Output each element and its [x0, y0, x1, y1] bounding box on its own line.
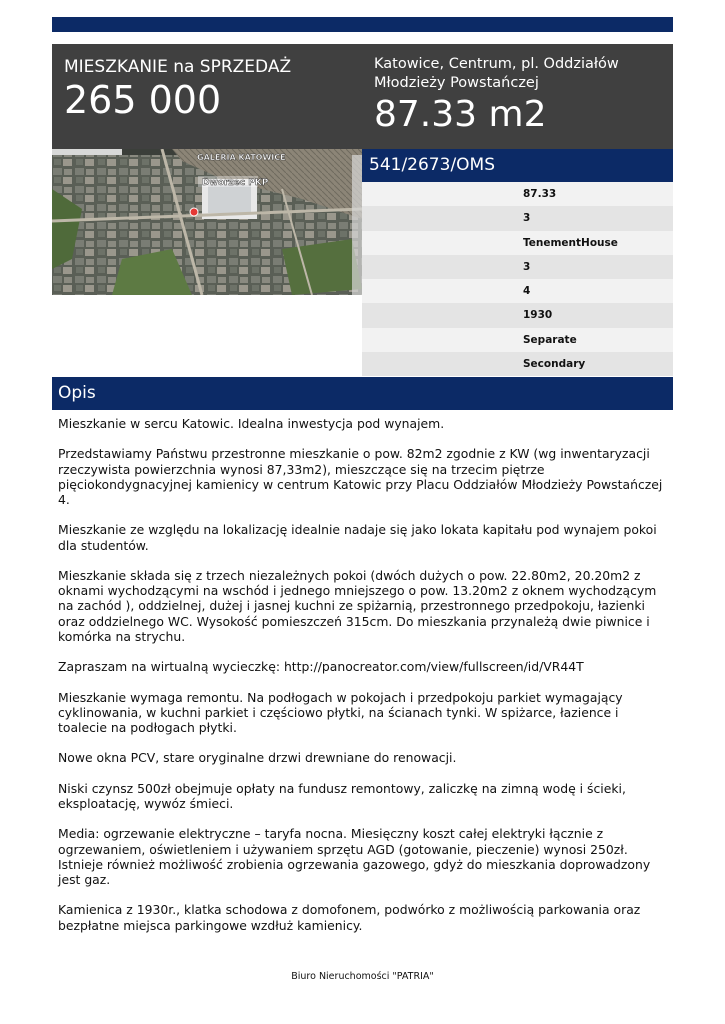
property-value: Secondary: [523, 357, 586, 370]
property-row: [362, 231, 673, 255]
price-block: [64, 56, 291, 122]
aerial-map: [52, 149, 362, 295]
area: 87.33 m2: [374, 94, 547, 135]
description-paragraph: Zapraszam na wirtualną wycieczkę: http://panocreator.com/view/fullscreen/id/VR44T: [58, 659, 584, 675]
property-value: 4: [523, 285, 531, 297]
property-row: [362, 182, 673, 206]
map-label-mall: GALERIA KATOWICE: [197, 153, 286, 162]
property-value: Separate: [523, 333, 577, 346]
listing-id-bar: [362, 149, 673, 182]
description-paragraph: Mieszkanie składa się z trzech niezależnych pokoi (dwóch dużych o pow. 22.80m2, 20.20m2 z oknami wychodzącymi na wschód i jednego mniejszego o pow. 13.20m2 z oknem wychodzącym na zachód ), oddzielnej, dużej i jasnej kuchni ze spiżarnią, przestronnego przedpokoju, łazienki oraz oddzielnego WC. Wysokość pomieszczeń 315cm. Do mieszkania przynależą dwie piwnice i komórka na strychu.: [58, 567, 657, 644]
footer-agency: Biuro Nieruchomości "PATRIA": [291, 971, 434, 982]
address-line-1: Katowice, Centrum, pl. Oddziałów: [374, 56, 619, 72]
property-value: TenementHouse: [523, 236, 618, 249]
address-line-2: Młodzieży Powstańczej: [374, 75, 539, 91]
location-block: [374, 55, 670, 136]
property-table: [362, 182, 673, 376]
property-value: 1930: [523, 309, 553, 322]
description-paragraph: Mieszkanie ze względu na lokalizację idealnie nadaje się jako lokata kapitału pod wynajem pokoi dla studentów.: [58, 522, 657, 553]
location-marker-icon: [190, 208, 198, 216]
top-accent-bar: [52, 17, 673, 32]
section-title: Opis: [58, 383, 96, 403]
price: 265 000: [64, 78, 222, 122]
property-row: [362, 303, 673, 327]
property-row: [362, 255, 673, 279]
property-value: 87.33: [523, 188, 557, 200]
description-paragraph: Przedstawiamy Państwu przestronne mieszkanie o pow. 82m2 zgodnie z KW (wg inwentaryzacji rzeczywista powierzchnia wynosi 87,33m2), mieszczące się na trzecim piętrze pięciokondygnacyjnej kamienicy w centrum Katowic przy Placu Oddziałów Młodzieży Powstańczej 4.: [58, 446, 663, 507]
map-image: [52, 149, 362, 295]
property-row: [362, 279, 673, 303]
property-row: [362, 328, 673, 352]
description-paragraph: Mieszkanie wymaga remontu. Na podłogach w pokojach i przedpokoju parkiet wymagający cyklinowania, w kuchni parkiet i częściowo płytki, na ścianach tynki. W spiżarce, łazience i toalecie na podłogach płytki.: [58, 689, 623, 735]
map-label-station: Dworzec PKP: [202, 178, 269, 188]
listing-id: 541/2673/OMS: [369, 155, 496, 175]
description-paragraph: Mieszkanie w sercu Katowic. Idealna inwestycja pod wynajem.: [58, 416, 445, 431]
listing-header: [52, 44, 673, 149]
description-paragraph: Media: ogrzewanie elektryczne – taryfa nocna. Miesięczny koszt całej elektryki łącznie z ogrzewaniem, oświetleniem i używaniem sprzętu AGD (gotowanie, pieczenie) wynosi 250zł. Istnieje również możliwość zrobienia ogrzewania gazowego, gdyż do mieszkania doprowadzony jest gaz.: [58, 826, 651, 887]
section-header-description: [52, 377, 673, 410]
listing-type-label: MIESZKANIE na SPRZEDAŻ: [64, 57, 292, 77]
description-body: [58, 416, 670, 948]
property-row: [362, 206, 673, 230]
property-value: 3: [523, 260, 531, 273]
property-value: 3: [523, 212, 531, 225]
description-paragraph: Kamienica z 1930r., klatka schodowa z domofonem, podwórko z możliwością parkowania oraz bezpłatne miejsca parkingowe wzdłuż kamienicy.: [58, 902, 641, 933]
description-paragraph: Nowe okna PCV, stare oryginalne drzwi drewniane do renowacji.: [58, 750, 457, 766]
property-row: [362, 352, 673, 376]
description-paragraph: Niski czynsz 500zł obejmuje opłaty na fundusz remontowy, zaliczkę na zimną wodę i ścieki, eksploatację, wywóz śmieci.: [58, 780, 626, 811]
